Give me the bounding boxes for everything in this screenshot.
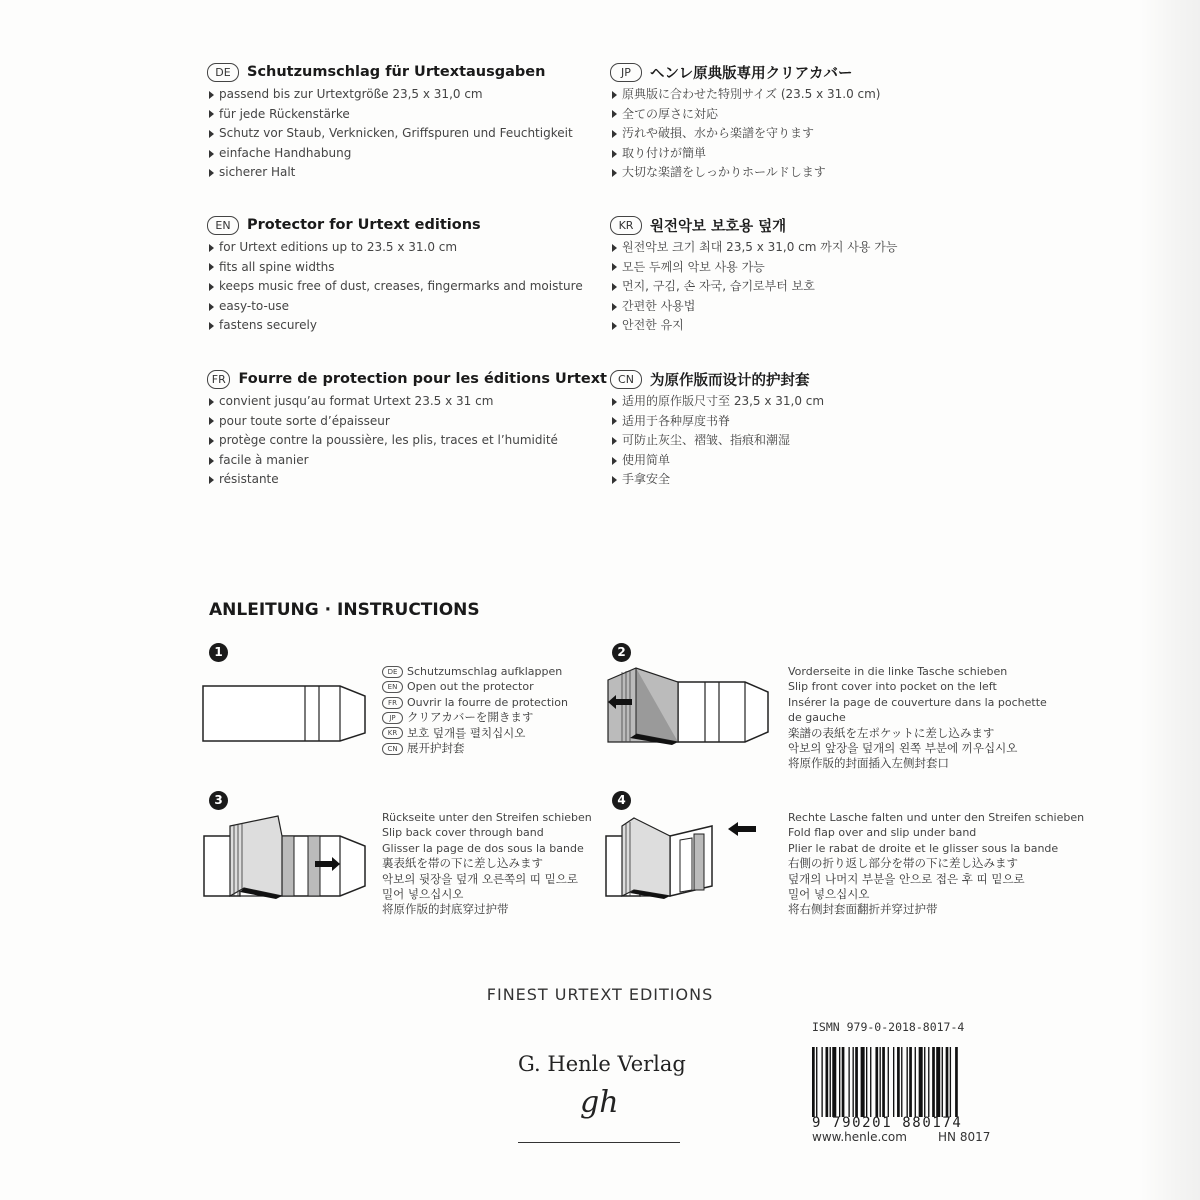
bullet-triangle-icon (612, 150, 617, 158)
barcode-bar (826, 1047, 829, 1117)
feature-item: einfache Handhabung (207, 144, 607, 164)
step-number-2: 2 (612, 643, 631, 662)
bullet-triangle-icon (209, 91, 214, 99)
feature-item: keeps music free of dust, creases, fingermarks and moisture (207, 277, 607, 297)
feature-item: Schutz vor Staub, Verknicken, Griffspuren und Feuchtigkeit (207, 124, 607, 144)
barcode-bar (919, 1047, 923, 1117)
feature-item: 大切な楽譜をしっかりホールドします (610, 163, 1010, 183)
bullet-triangle-icon (612, 283, 617, 291)
bullet-triangle-icon (209, 169, 214, 177)
feature-item: 手拿安全 (610, 470, 1010, 490)
barcode-digits: 9 790201 880174 (812, 1115, 963, 1131)
feature-item: 간편한 사용법 (610, 297, 1010, 317)
barcode-bar (897, 1047, 900, 1117)
feature-title: ヘンレ原典版専用クリアカバー (650, 65, 853, 82)
bullet-triangle-icon (209, 417, 214, 425)
step-4-text: Rechte Lasche falten und unter den Streifen schieben Fold flap over and slip under band Plier le rabat de droite et le glisser sous la bande 右側の折り返し部分を帯の下に差し込みます 덮개의 나머지 부분을 안으로 접은 후 띠 밑으로 밀어 넣으십시오 将右侧封套面翻折并穿过护带 (788, 811, 1085, 917)
feature-block-jp (610, 61, 1010, 183)
barcode-bar (946, 1047, 949, 1117)
barcode-bar (936, 1047, 940, 1117)
barcode-bar (924, 1047, 925, 1117)
feature-item: fits all spine widths (207, 258, 607, 278)
step-number-4: 4 (612, 791, 631, 810)
bullet-triangle-icon (209, 244, 214, 252)
barcode-bar (901, 1047, 902, 1117)
barcode-bar (955, 1047, 958, 1117)
barcode-bar (861, 1047, 865, 1117)
feature-item: convient jusqu’au format Urtext 23.5 x 31 cm (207, 392, 607, 412)
barcode-bar (812, 1047, 815, 1117)
feature-item: passend bis zur Urtextgröße 23,5 x 31,0 cm (207, 85, 607, 105)
bullet-triangle-icon (209, 130, 214, 138)
feature-block-de (207, 61, 607, 183)
bullet-triangle-icon (209, 322, 214, 330)
publisher-name: G. Henle Verlag (518, 1052, 686, 1076)
barcode-bar (875, 1047, 878, 1117)
barcode-bar (821, 1047, 822, 1117)
bullet-triangle-icon (209, 303, 214, 311)
bullet-triangle-icon (209, 437, 214, 445)
tagline: FINEST URTEXT EDITIONS (486, 985, 714, 1004)
feature-item: 원전악보 크기 최대 23,5 x 31,0 cm 까지 사용 가능 (610, 238, 1010, 258)
bullet-triangle-icon (209, 283, 214, 291)
barcode-bar (893, 1047, 894, 1117)
step-2-text: Vorderseite in die linke Tasche schieben Slip front cover into pocket on the left Insérer la page de couverture dans la pochette de gauche 楽譜の表紙を左ポケットに差し込みます 악보의 앞장을 덮개의 왼쪽 부분에 끼우십시오 将原作版的封面插入左侧封套口 (788, 665, 1047, 771)
feature-item: pour toute sorte d’épaisseur (207, 412, 607, 432)
feature-block-cn (610, 368, 1010, 490)
feature-item: 适用于各种厚度书脊 (610, 412, 1010, 432)
step-2-illustration (600, 662, 770, 750)
barcode-bar (950, 1047, 951, 1117)
step-number-1: 1 (209, 643, 228, 662)
feature-title: Schutzumschlag für Urtextausgaben (247, 64, 546, 80)
bullet-triangle-icon (612, 91, 617, 99)
barcode-bar (932, 1047, 935, 1117)
catalog-number: HN 8017 (938, 1130, 991, 1144)
bullet-triangle-icon (209, 263, 214, 271)
feature-item: for Urtext editions up to 23.5 x 31.0 cm (207, 238, 607, 258)
feature-title: Fourre de protection pour les éditions Urtext (238, 371, 607, 387)
bullet-triangle-icon (612, 303, 617, 311)
bullet-triangle-icon (612, 169, 617, 177)
feature-title: 为原作版而设计的护封套 (650, 372, 810, 389)
barcode-bar (830, 1047, 831, 1117)
barcode-bar (909, 1047, 912, 1117)
feature-item: protège contre la poussière, les plis, traces et l’humidité (207, 431, 607, 451)
bullet-triangle-icon (612, 398, 617, 406)
lang-badge: JP (610, 63, 642, 82)
feature-item: 取り付けが簡単 (610, 144, 1010, 164)
barcode-bar (928, 1047, 929, 1117)
bullet-triangle-icon (612, 476, 617, 484)
feature-item: 汚れや破損、水から楽譜を守ります (610, 124, 1010, 144)
bullet-triangle-icon (612, 130, 617, 138)
barcode-bar (866, 1047, 867, 1117)
lang-badge: EN (207, 216, 239, 235)
website-url: www.henle.com (812, 1130, 907, 1144)
bullet-triangle-icon (612, 417, 617, 425)
page-edge-shadow (1140, 0, 1200, 1200)
feature-block-en (207, 214, 607, 336)
step-1-text: DE Schutzumschlag aufklappen EN Open out the protector FR Ouvrir la fourre de protection JP クリアカバーを開きます KR 보호 덮개를 펼치십시오 CN 展开护封套 (382, 664, 568, 756)
feature-item: résistante (207, 470, 607, 490)
feature-item: 먼지, 구김, 손 자국, 습기로부터 보호 (610, 277, 1010, 297)
bullet-triangle-icon (209, 476, 214, 484)
henle-logo-icon: gh (580, 1085, 619, 1120)
barcode-bar (855, 1047, 858, 1117)
barcode-bar (880, 1047, 881, 1117)
bullet-triangle-icon (612, 244, 617, 252)
lang-badge: DE (207, 63, 239, 82)
barcode-bar (907, 1047, 908, 1117)
feature-item: 使用简单 (610, 451, 1010, 471)
step-1-illustration (200, 683, 370, 745)
step-3-text: Rückseite unter den Streifen schieben Slip back cover through band Glisser la page de dos sous la bande 裏表紙を帯の下に差し込みます 악보의 뒷장을 덮개 오른쪽의 띠 밑으로 밀어 넣으십시오 将原作版的封底穿过护带 (382, 811, 592, 917)
feature-item: für jede Rückenstärke (207, 105, 607, 125)
feature-block-kr (610, 214, 1010, 336)
step-4-illustration (600, 812, 770, 900)
feature-item: facile à manier (207, 451, 607, 471)
feature-item: sicherer Halt (207, 163, 607, 183)
barcode-bar (915, 1047, 916, 1117)
feature-item: 모든 두께의 악보 사용 가능 (610, 258, 1010, 278)
ismn-number: ISMN 979-0-2018-8017-4 (812, 1020, 965, 1034)
feature-item: 原典版に合わせた特別サイズ (23.5 x 31.0 cm) (610, 85, 1010, 105)
bullet-triangle-icon (209, 457, 214, 465)
bullet-triangle-icon (612, 322, 617, 330)
barcode-bar (842, 1047, 845, 1117)
bullet-triangle-icon (612, 263, 617, 271)
feature-item: 可防止灰尘、褶皱、指痕和潮湿 (610, 431, 1010, 451)
barcode-bar (848, 1047, 849, 1117)
barcode-bar (839, 1047, 840, 1117)
feature-item: 适用的原作版尺寸至 23,5 x 31,0 cm (610, 392, 1010, 412)
bullet-triangle-icon (612, 110, 617, 118)
barcode-bar (888, 1047, 889, 1117)
feature-item: 全ての厚さに対応 (610, 105, 1010, 125)
feature-item: easy-to-use (207, 297, 607, 317)
lang-badge: CN (610, 370, 642, 389)
feature-item: fastens securely (207, 316, 607, 336)
barcode-icon (812, 1047, 1008, 1117)
feature-title: Protector for Urtext editions (247, 217, 481, 233)
feature-block-fr (207, 368, 607, 490)
bullet-triangle-icon (209, 150, 214, 158)
barcode-bar (816, 1047, 817, 1117)
feature-item: 안전한 유지 (610, 316, 1010, 336)
bullet-triangle-icon (612, 437, 617, 445)
lang-badge: FR (207, 370, 230, 389)
feature-title: 원전악보 보호용 덮개 (650, 218, 787, 235)
step-number-3: 3 (209, 791, 228, 810)
logo-underline (518, 1142, 680, 1143)
instructions-title: ANLEITUNG · INSTRUCTIONS (209, 600, 480, 620)
barcode-bar (870, 1047, 871, 1117)
barcode-bar (853, 1047, 854, 1117)
barcode-bar (832, 1047, 836, 1117)
step-3-illustration (200, 812, 370, 900)
barcode-bar (942, 1047, 943, 1117)
bullet-triangle-icon (209, 110, 214, 118)
bullet-triangle-icon (209, 398, 214, 406)
bullet-triangle-icon (612, 457, 617, 465)
barcode-bar (882, 1047, 885, 1117)
lang-badge: KR (610, 216, 642, 235)
